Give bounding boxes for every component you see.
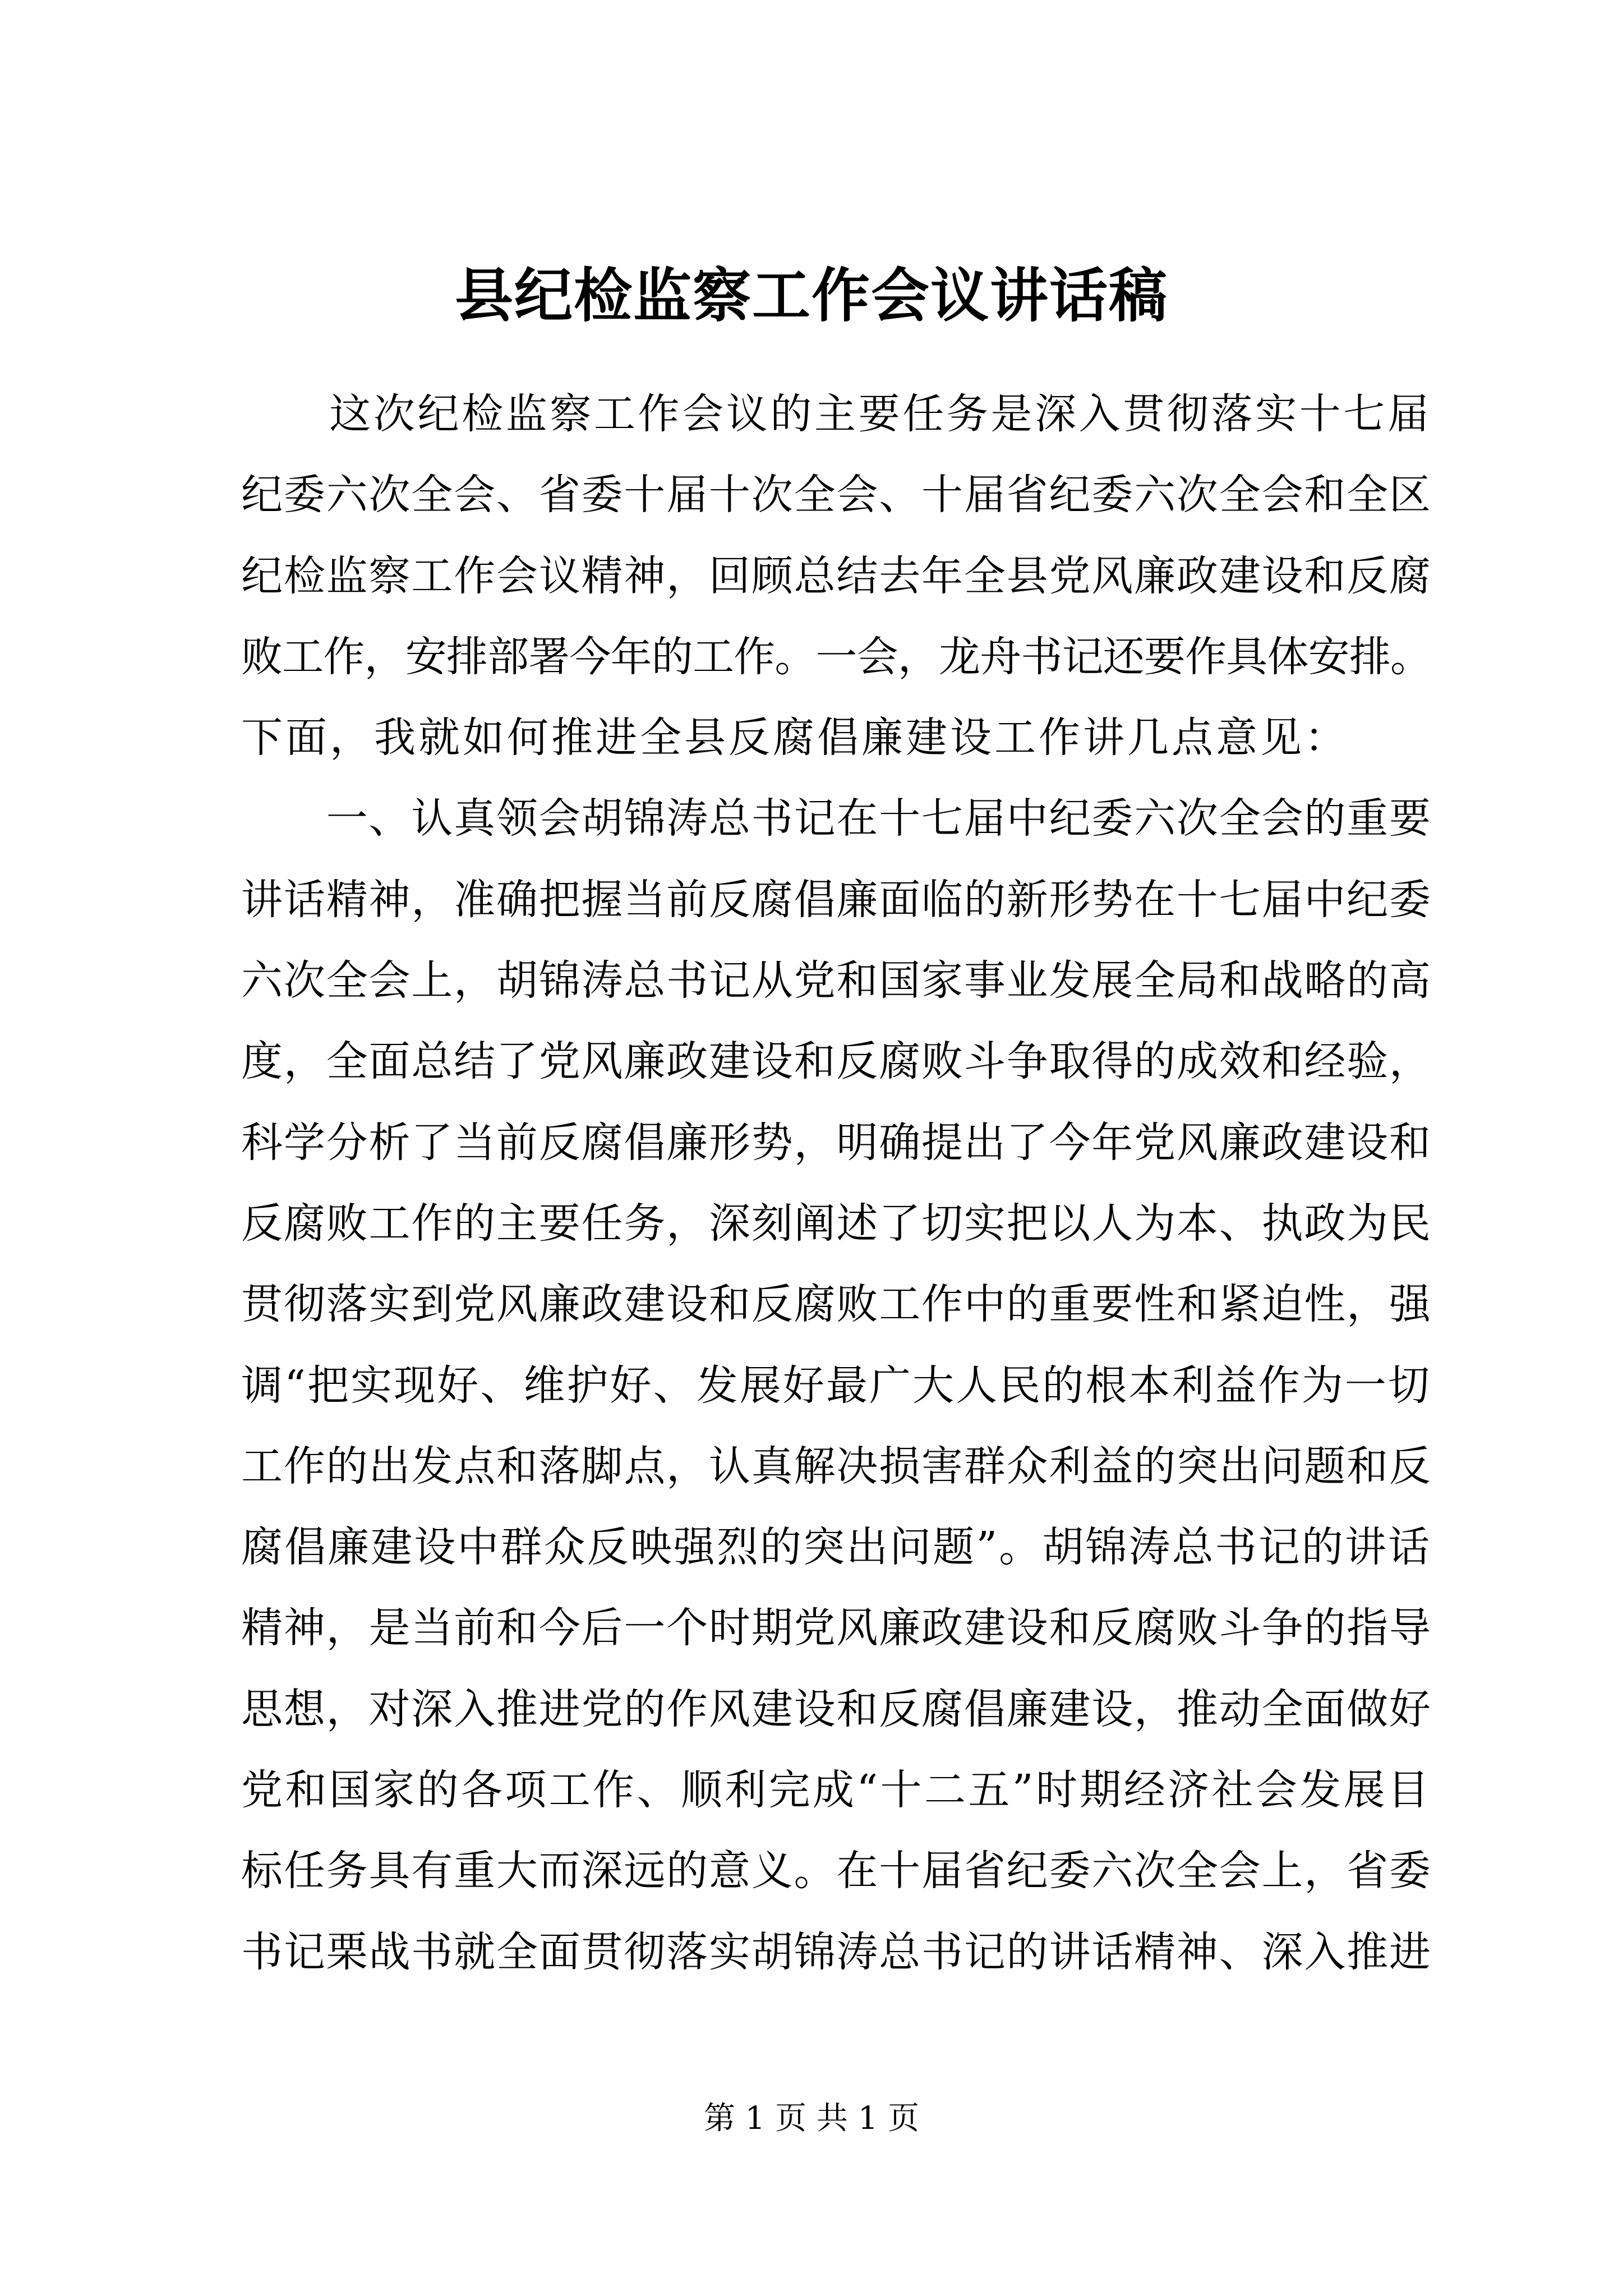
body-line: 一、认真领会胡锦涛总书记在十七届中纪委六次全会的重要 (241, 794, 1431, 843)
document-body (241, 374, 1431, 1993)
body-line: 党和国家的各项工作、顺利完成“十二五”时期经济社会发展目 (241, 1766, 1431, 1815)
body-line: 工作的出发点和落脚点，认真解决损害群众利益的突出问题和反 (241, 1442, 1431, 1490)
body-line: 下面，我就如何推进全县反腐倡廉建设工作讲几点意见： (241, 714, 1349, 762)
body-line: 精神，是当前和今后一个时期党风廉政建设和反腐败斗争的指导 (241, 1604, 1431, 1653)
body-line: 纪检监察工作会议精神，回顾总结去年全县党风廉政建设和反腐 (241, 551, 1431, 600)
body-line: 败工作，安排部署今年的工作。一会，龙舟书记还要作具体安排。 (241, 632, 1431, 681)
document-title: 县纪检监察工作会议讲话稿 (454, 261, 1168, 330)
body-line: 讲话精神，准确把握当前反腐倡廉面临的新形势在十七届中纪委 (241, 875, 1431, 924)
body-line: 反腐败工作的主要任务，深刻阐述了切实把以人为本、执政为民 (241, 1199, 1431, 1248)
body-line: 度，全面总结了党风廉政建设和反腐败斗争取得的成效和经验， (241, 1037, 1431, 1086)
body-line: 标任务具有重大而深远的意义。在十届省纪委六次全会上，省委 (241, 1847, 1431, 1895)
page-footer: 第 1 页 共 1 页 (703, 2100, 920, 2137)
body-line: 思想，对深入推进党的作风建设和反腐倡廉建设，推动全面做好 (241, 1685, 1431, 1733)
body-line: 书记栗战书就全面贯彻落实胡锦涛总书记的讲话精神、深入推进 (241, 1927, 1431, 1976)
body-line: 贯彻落实到党风廉政建设和反腐败工作中的重要性和紧迫性，强 (241, 1280, 1431, 1329)
body-line: 腐倡廉建设中群众反映强烈的突出问题”。胡锦涛总书记的讲话 (241, 1523, 1431, 1572)
body-line: 调“把实现好、维护好、发展好最广大人民的根本利益作为一切 (241, 1361, 1431, 1410)
body-line: 科学分析了当前反腐倡廉形势，明确提出了今年党风廉政建设和 (241, 1118, 1431, 1167)
body-line: 纪委六次全会、省委十届十次全会、十届省纪委六次全会和全区 (241, 471, 1431, 519)
body-line: 六次全会上，胡锦涛总书记从党和国家事业发展全局和战略的高 (241, 956, 1431, 1005)
body-line: 这次纪检监察工作会议的主要任务是深入贯彻落实十七届 (241, 390, 1431, 438)
